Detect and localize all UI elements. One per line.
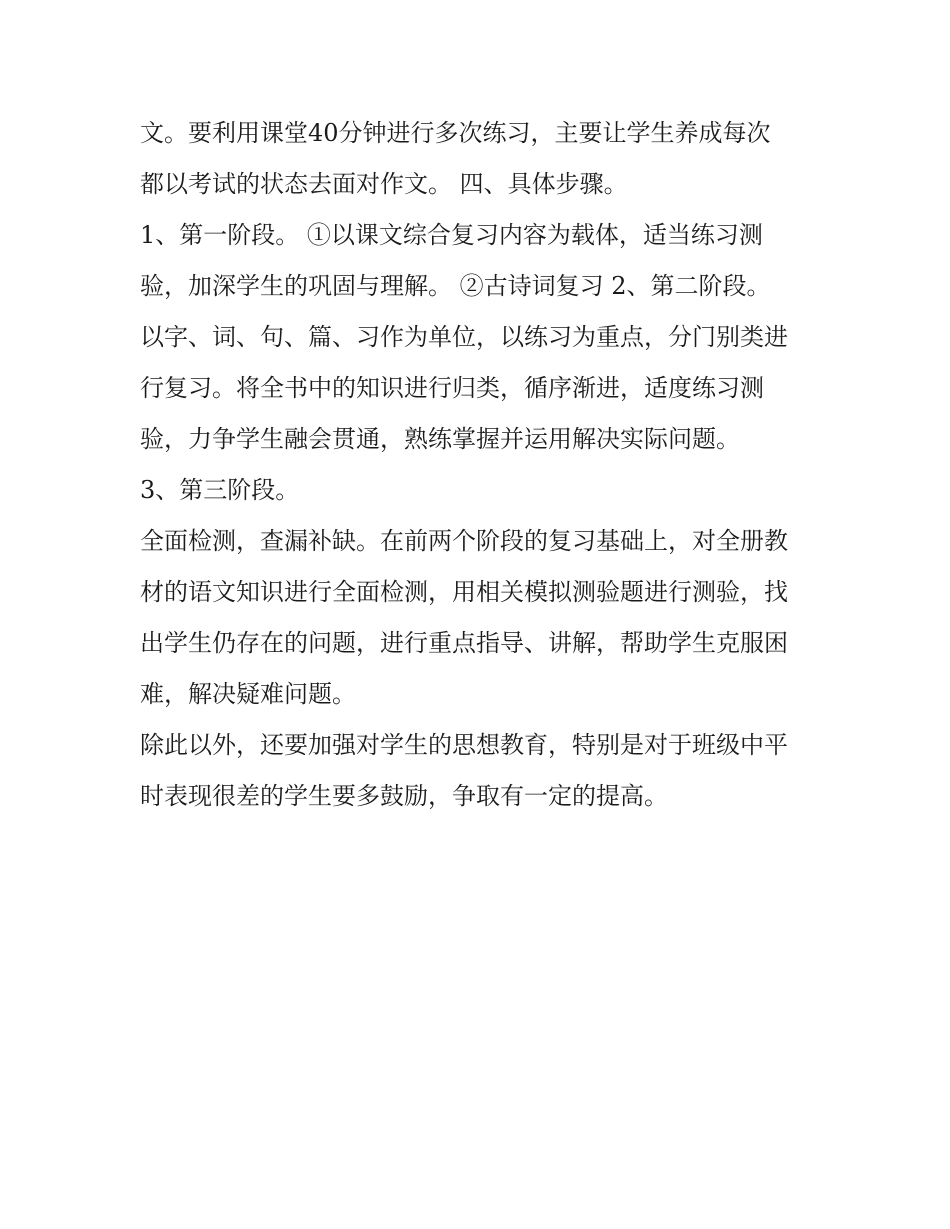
text-line: 3、第三阶段。 [140,476,300,504]
text-line: 1、第一阶段。 ①以课文综合复习内容为载体，适当练习测 [140,221,763,249]
text-line: 出学生仍存在的问题，进行重点指导、讲解，帮助学生克服困 [140,629,788,657]
text-line: 除此以外，还要加强对学生的思想教育，特别是对于班级中平 [140,731,788,759]
text-line: 行复习。将全书中的知识进行归类，循序渐进，适度练习测 [140,374,764,402]
text-line: 验，力争学生融会贯通，熟练掌握并运用解决实际问题。 [140,425,740,453]
text-line: 全面检测，查漏补缺。在前两个阶段的复习基础上，对全册教 [140,527,788,555]
text-line: 材的语文知识进行全面检测，用相关模拟测验题进行测验，找 [140,578,788,606]
text-line: 文。要利用课堂40分钟进行多次练习，主要让学生养成每次 [140,119,771,147]
text-line: 以字、词、句、篇、习作为单位，以练习为重点，分门别类进 [140,323,788,351]
text-line: 难，解决疑难问题。 [140,680,356,708]
text-line: 验，加深学生的巩固与理解。 ②古诗词复习 2、第二阶段。 [140,272,771,300]
text-line: 都以考试的状态去面对作文。 四、具体步骤。 [140,170,628,198]
text-line: 时表现很差的学生要多鼓励，争取有一定的提高。 [140,782,668,810]
document-body [140,108,820,822]
